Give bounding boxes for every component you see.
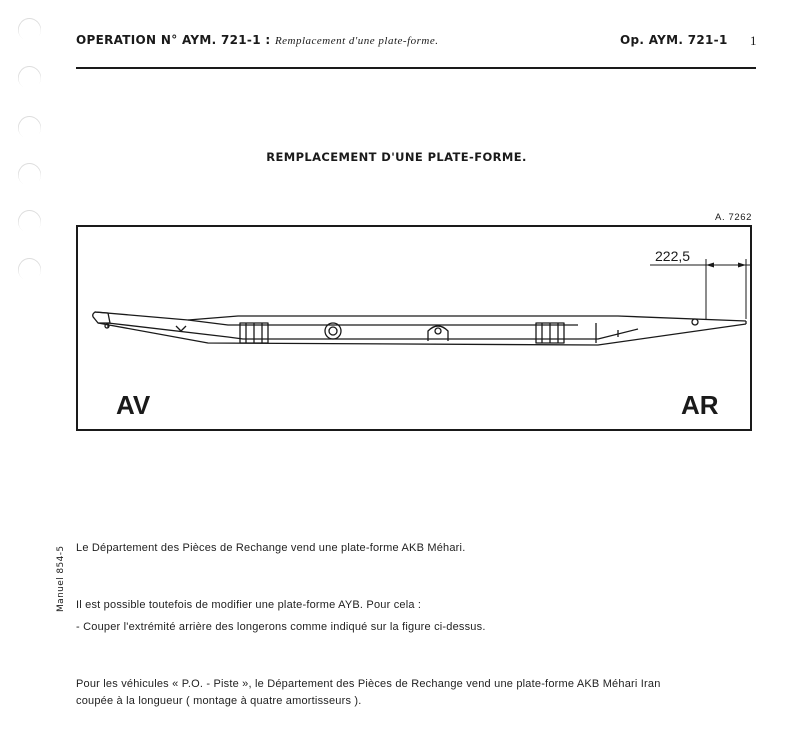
dimension-value: 222,5 bbox=[655, 248, 691, 264]
paragraph-cut-instruction: - Couper l'extrémité arrière des longerons comme indiqué sur la figure ci-dessus. bbox=[76, 621, 486, 633]
binder-mark bbox=[13, 111, 45, 143]
dimension-arrow-left bbox=[706, 263, 714, 268]
figure-reference: A. 7262 bbox=[715, 212, 752, 223]
page-number: 1 bbox=[750, 33, 757, 48]
page-header-operation bbox=[76, 33, 439, 47]
binder-mark bbox=[13, 61, 45, 93]
operation-subtitle: Remplacement d'une plate-forme. bbox=[274, 35, 439, 47]
frame-top-edge bbox=[95, 312, 746, 321]
frame-bottom-edge bbox=[98, 323, 746, 345]
manual-reference-label: Manuel 854-5 bbox=[56, 545, 66, 612]
operation-label: OPERATION N° AYM. 721-1 : bbox=[76, 33, 271, 47]
binder-mark bbox=[13, 205, 45, 237]
binder-mark bbox=[13, 13, 45, 45]
binder-mark bbox=[13, 253, 45, 285]
operation-reference: Op. AYM. 721-1 bbox=[620, 33, 728, 47]
platform-drawing bbox=[78, 227, 754, 433]
paragraph-po-piste-line2: coupée à la longueur ( montage à quatre amortisseurs ). bbox=[76, 695, 362, 707]
page-title: REMPLACEMENT D'UNE PLATE-FORME. bbox=[266, 150, 527, 164]
front-label: AV bbox=[116, 390, 151, 420]
paragraph-po-piste-line1: Pour les véhicules « P.O. - Piste », le Département des Pièces de Rechange vend une plate-forme AKB Méhari Iran bbox=[76, 678, 661, 690]
paragraph-modification: Il est possible toutefois de modifier une plate-forme AYB. Pour cela : bbox=[76, 599, 422, 611]
figure-frame bbox=[76, 225, 752, 431]
dimension-arrow-right bbox=[738, 263, 746, 268]
front-notch bbox=[176, 326, 186, 331]
rear-label: AR bbox=[681, 390, 719, 420]
header-rule bbox=[76, 67, 756, 69]
rear-hole bbox=[692, 319, 698, 325]
paragraph-supply: Le Département des Pièces de Rechange vend une plate-forme AKB Méhari. bbox=[76, 542, 466, 554]
